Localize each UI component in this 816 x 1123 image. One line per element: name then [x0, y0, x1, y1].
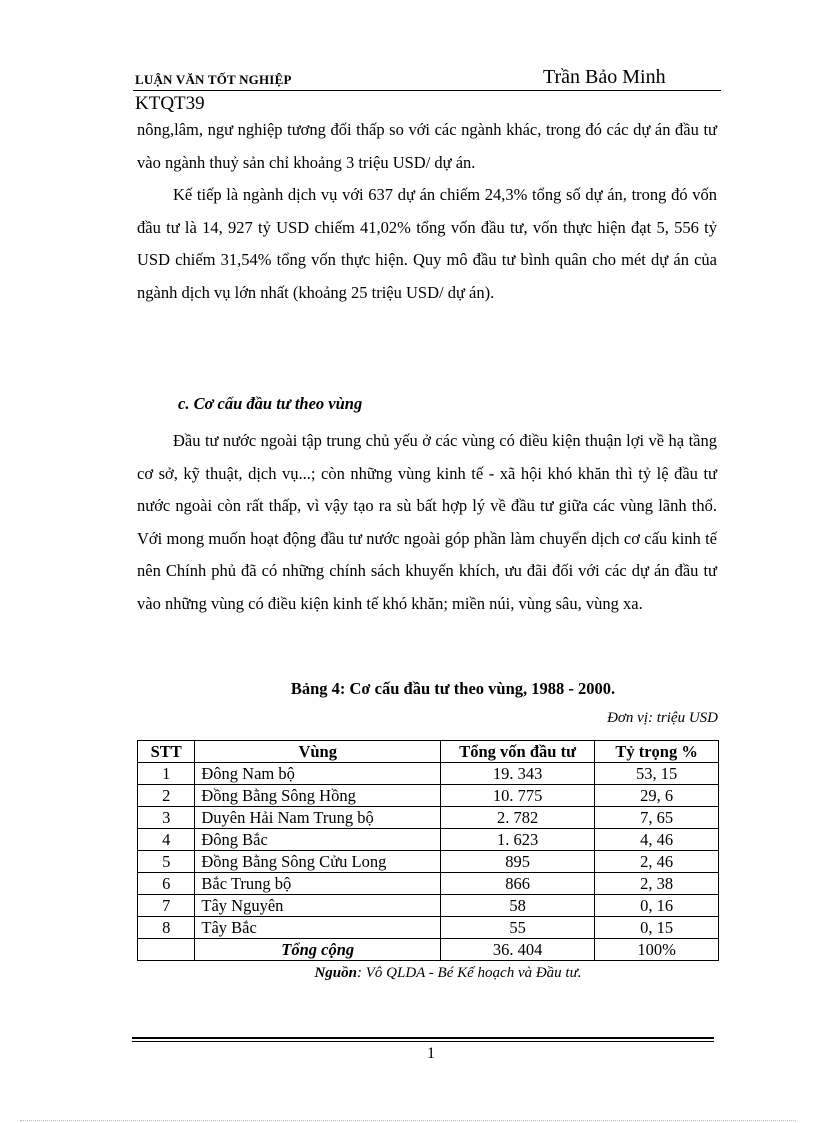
footer-rule-thin	[132, 1041, 714, 1042]
cell-capital: 2. 782	[441, 807, 595, 829]
cell-capital: 1. 623	[441, 829, 595, 851]
cell-stt: 5	[138, 851, 195, 873]
header-rule	[133, 90, 721, 91]
paragraph-2: Kế tiếp là ngành dịch vụ với 637 dự án chiếm 24,3% tổng số dự án, trong đó vốn đầu tư là 14, 927 tỷ USD chiếm 41,02% tổng vốn đầu tư, vốn thực hiện đạt 5, 556 tỷ USD chiếm 31,54% tổng vốn thực hiện. Quy mô đầu tư bình quân cho mét dự án của ngành dịch vụ lớn nhất (khoảng 25 triệu USD/ dự án).	[137, 185, 717, 302]
cell-region: Đông Nam bộ	[195, 763, 441, 785]
cell-capital: 55	[441, 917, 595, 939]
cell-share: 7, 65	[595, 807, 719, 829]
cell-region: Đồng Bằng Sông Cửu Long	[195, 851, 441, 873]
table-title: Bảng 4: Cơ cấu đầu tư theo vùng, 1988 - 2000.	[290, 679, 616, 698]
source-text: : Vô QLDA - Bé Kế hoạch và Đầu tư.	[357, 965, 582, 981]
cell-stt: 8	[138, 917, 195, 939]
table-row	[138, 763, 719, 785]
table-total-row	[138, 939, 719, 961]
cell-stt: 4	[138, 829, 195, 851]
header-capital: Tổng vốn đầu tư	[441, 741, 595, 763]
cell-capital: 19. 343	[441, 763, 595, 785]
cell-stt: 6	[138, 873, 195, 895]
footer-rule-thick	[132, 1037, 714, 1039]
cell-stt: 3	[138, 807, 195, 829]
cell-stt: 1	[138, 763, 195, 785]
page-edge	[20, 1120, 796, 1121]
table-header-row	[138, 741, 719, 763]
header-class-code: KTQT39	[135, 93, 205, 114]
cell-share: 29, 6	[595, 785, 719, 807]
header-author: Trần Bảo Minh	[543, 66, 666, 88]
cell-region: Tây Bắc	[195, 917, 441, 939]
cell-share: 2, 38	[595, 873, 719, 895]
cell-share: 2, 46	[595, 851, 719, 873]
total-label: Tổng cộng	[195, 939, 441, 961]
header-share: Tỷ trọng %	[595, 741, 719, 763]
table-row	[138, 851, 719, 873]
cell-capital: 10. 775	[441, 785, 595, 807]
cell-region: Đông Bắc	[195, 829, 441, 851]
cell-capital: 58	[441, 895, 595, 917]
region-investment-table	[137, 740, 719, 961]
table-row	[138, 829, 719, 851]
header-stt: STT	[138, 741, 195, 763]
paragraph-1: nông,lâm, ngư nghiệp tương đối thấp so với các ngành khác, trong đó các dự án đầu tư vào ngành thuỷ sản chỉ khoảng 3 triệu USD/ dự án.	[137, 120, 717, 172]
cell-region: Bắc Trung bộ	[195, 873, 441, 895]
cell-stt: 7	[138, 895, 195, 917]
page-number: 1	[427, 1045, 435, 1062]
header-thesis-title: LUẬN VĂN TỐT NGHIỆP	[135, 72, 292, 87]
table-row	[138, 807, 719, 829]
header-region: Vùng	[195, 741, 441, 763]
cell-region: Duyên Hải Nam Trung bộ	[195, 807, 441, 829]
total-share: 100%	[595, 939, 719, 961]
cell-share: 53, 15	[595, 763, 719, 785]
table-unit: Đơn vị: triệu USD	[607, 710, 718, 726]
cell-region: Đồng Bằng Sông Hồng	[195, 785, 441, 807]
cell-capital: 866	[441, 873, 595, 895]
paragraph-3: Đầu tư nước ngoài tập trung chủ yếu ở các vùng có điều kiện thuận lợi về hạ tầng cơ sở, kỹ thuật, dịch vụ...; còn những vùng kinh tế - xã hội khó khăn thì tỷ lệ đầu tư nước ngoài còn rất thấp, vì vậy tạo ra sù bất hợp lý về đầu tư giữa các vùng lãnh thổ. Với mong muốn hoạt động đầu tư nước ngoài góp phần làm chuyển dịch cơ cấu kinh tế nên Chính phủ đã có những chính sách khuyến khích, ưu đãi đối với các dự án đầu tư vào những vùng có điều kiện kinh tế khó khăn; miền núi, vùng sâu, vùng xa.	[137, 431, 717, 613]
cell-stt: 2	[138, 785, 195, 807]
cell-empty	[138, 939, 195, 961]
source-label: Nguồn	[314, 965, 357, 981]
table-row	[138, 873, 719, 895]
cell-capital: 895	[441, 851, 595, 873]
cell-share: 4, 46	[595, 829, 719, 851]
section-title: c. Cơ cấu đầu tư theo vùng	[178, 394, 363, 413]
total-capital: 36. 404	[441, 939, 595, 961]
table-row	[138, 895, 719, 917]
table-row	[138, 785, 719, 807]
cell-share: 0, 15	[595, 917, 719, 939]
table-source	[0, 965, 816, 982]
cell-region: Tây Nguyên	[195, 895, 441, 917]
cell-share: 0, 16	[595, 895, 719, 917]
table-row	[138, 917, 719, 939]
